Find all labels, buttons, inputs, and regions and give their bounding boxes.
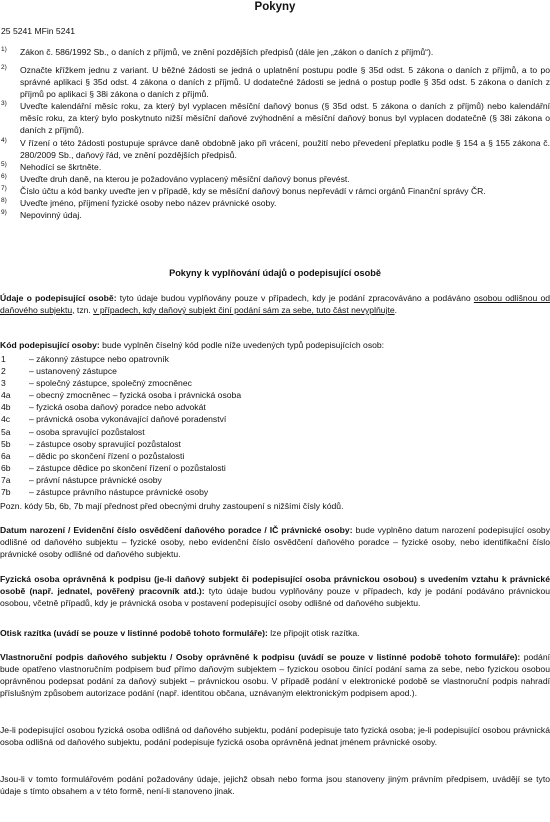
footnote bbox=[0, 209, 550, 221]
signer-label: Údaje o podepisující osobě: bbox=[0, 293, 117, 303]
footnote-text: Uveďte jméno, příjmení fyzické osoby nebo název právnické osoby. bbox=[20, 198, 277, 209]
code-row bbox=[0, 377, 550, 389]
code-value: 4a bbox=[1, 390, 11, 401]
code-row bbox=[0, 413, 550, 425]
code-value: 3 bbox=[1, 378, 6, 389]
code-description: – zákonný zástupce nebo opatrovník bbox=[29, 354, 169, 364]
code-value: 2 bbox=[1, 366, 6, 377]
page-title: Pokyny bbox=[254, 1, 296, 13]
code-description: – zástupce dědice po skončení řízení o pozůstalosti bbox=[29, 462, 226, 473]
form-code: 25 5241 MFin 5241 bbox=[1, 26, 76, 36]
authorized-label: Fyzická osoba oprávněná k podpisu (je-li daňový subjekt či podepisující osoba právnickou osobou) s uvedením vztahu k právnické osobě (např. jednatel, pověřený pracovník atd.): bbox=[0, 574, 550, 597]
birth-label: Datum narození / Evidenční číslo osvědčení daňového poradce / IČ právnické osoby: bbox=[0, 525, 353, 535]
footnote-number: 1) bbox=[1, 46, 7, 53]
code-description: – obecný zmocněnec – fyzická osoba i právnická osoba bbox=[29, 390, 242, 401]
authorized-text: tyto údaje budou vyplňovány pouze v případech, kdy je podání podáváno právnickou osobou, včetně případů, kdy je právnická osoba v postavení podepisující osoby odlišné od daňového subjektu. bbox=[0, 586, 550, 609]
footnote bbox=[0, 46, 550, 58]
code-description: – společný zástupce, společný zmocněnec bbox=[29, 378, 192, 389]
footnote-text: Nepovinný údaj. bbox=[20, 210, 82, 221]
code-value: 7a bbox=[1, 474, 11, 485]
footnote-number: 9) bbox=[1, 209, 7, 217]
handsign-paragraph bbox=[0, 651, 550, 699]
code-value: 1 bbox=[1, 354, 6, 364]
signer-text: , tzn. bbox=[72, 305, 94, 316]
code-description: – zástupce právního nástupce právnické osoby bbox=[29, 487, 209, 498]
footnote bbox=[0, 197, 550, 209]
handsign-label: Vlastnoruční podpis daňového subjektu / Osoby oprávněné k podpisu (uvádí se pouze v listinné podobě tohoto formuláře): bbox=[0, 652, 521, 662]
code-row bbox=[0, 474, 550, 486]
footnote-text: V řízení o této žádosti postupuje správce daně obdobně jako při vrácení, použití nebo převedení přeplatku podle § 154 a § 155 zákona č. 280/2009 Sb., daňový řád, ve znění pozdějších předpisů. bbox=[20, 137, 550, 160]
codes-intro bbox=[0, 339, 550, 351]
signer-underlined-2: v případech, kdy daňový subjekt činí podání sám za sebe, tuto část nevyplňujte bbox=[93, 305, 395, 316]
code-value: 5b bbox=[1, 438, 11, 449]
legal-paragraph: Je-li podepisující osobou fyzická osoba odlišná od daňového subjektu, podání podepisuje tato fyzická osoba; je-li podepisující osobou právnická osoba odlišná od daňového subjektu, podání podepisuje fyzická osoba oprávněná jednat jménem právnické osoby. bbox=[0, 725, 550, 748]
handsign-text: podání bude opatřeno vlastnoručním podpisem buď přímo daňovým subjektem – fyzickou osobou činící podání sama za sebe, nebo fyzickou osobou oprávněnou podepsat podání za daňový subjekt – právnickou osobu. V případě podání v elektronické podobě se vlastnoruční podpis nahradí příslušným způsobem autorizace podání (např. identitou občana, uznávaným elektronickým podpisem apod.). bbox=[0, 652, 550, 699]
code-description: – ustanovený zástupce bbox=[29, 366, 117, 377]
footnote-text: Označte křížkem jednu z variant. U běžné žádosti se jedná o uplatnění postupu podle § 35d odst. 5 zákona o daních z příjmů, a to po správné aplikaci § 35d odst. 4 zákona o daních z příjmů. U dodatečné žádosti se jedná o postup podle § 35d odst. 5 zákona o daních z příjmů po aplikaci § 38i zákona o daních z příjmů. bbox=[20, 65, 550, 100]
code-row bbox=[0, 438, 550, 450]
footnote bbox=[0, 161, 550, 173]
signer-paragraph bbox=[0, 292, 550, 316]
stamp-text: lze připojit otisk razítka. bbox=[267, 628, 360, 638]
code-value: 4b bbox=[1, 402, 11, 413]
code-value: 5a bbox=[1, 426, 11, 437]
stamp-label: Otisk razítka (uvádí se pouze v listinné podobě tohoto formuláře): bbox=[0, 628, 268, 638]
final-paragraph: Jsou-li v tomto formulářovém podání požadovány údaje, jejichž obsah nebo forma jsou stanoveny jiným právním předpisem, uvádějí se tyto údaje s tímto obsahem a v této formě, není-li stanoveno jinak. bbox=[0, 774, 550, 797]
footnote-text: Zákon č. 586/1992 Sb., o daních z příjmů, ve znění pozdějších předpisů (dále jen „zákon o daních z příjmů“). bbox=[20, 47, 434, 57]
code-row bbox=[0, 389, 550, 401]
footnote-number: 5) bbox=[1, 160, 7, 168]
footnote bbox=[0, 64, 550, 100]
footnotes-list bbox=[0, 46, 550, 221]
code-value: 4c bbox=[1, 414, 11, 425]
code-row bbox=[0, 462, 550, 474]
codes-intro-text: bude vyplněn číselný kód podle níže uvedených typů podepisujících osob: bbox=[99, 340, 385, 350]
code-value: 6b bbox=[1, 462, 11, 473]
code-row bbox=[0, 450, 550, 462]
footnote-text: Číslo účtu a kód banky uveďte jen v případě, kdy se měsíční daňový bonus nepřevádí v rámci orgánů Finanční správy ČR. bbox=[20, 185, 486, 196]
code-row bbox=[0, 426, 550, 438]
birth-text: bude vyplněno datum narození podepisující osoby odlišné od daňového subjektu – fyzické osoby, nebo evidenční číslo osvědčení daňového poradce – fyzické osoby, nebo identifikační číslo právnické osoby odlišné od daňového subjektu. bbox=[0, 525, 550, 560]
code-row bbox=[0, 401, 550, 413]
footnote-number: 3) bbox=[1, 100, 7, 108]
footnote bbox=[0, 185, 550, 197]
code-value: 7b bbox=[1, 487, 11, 498]
footnote-number: 7) bbox=[1, 184, 7, 192]
code-row bbox=[0, 486, 550, 498]
footnote-text: Nehodící se škrtněte. bbox=[20, 161, 102, 172]
code-value: 6a bbox=[1, 450, 11, 461]
code-row bbox=[0, 353, 550, 365]
footnote-number: 8) bbox=[1, 197, 7, 205]
code-description: – fyzická osoba daňový poradce nebo advokát bbox=[29, 402, 206, 413]
footnote-number: 4) bbox=[1, 136, 7, 144]
birth-paragraph bbox=[0, 524, 550, 560]
code-row bbox=[0, 365, 550, 377]
codes-label: Kód podepisující osoby: bbox=[0, 340, 100, 350]
code-description: – právnická osoba vykonávající daňové poradenství bbox=[29, 414, 227, 425]
signer-codes-list bbox=[0, 353, 550, 498]
footnote-text: Uveďte kalendářní měsíc roku, za který byl vyplacen měsíční daňový bonus (§ 35d odst. 5 zákona o daních z příjmů) nebo kalendářní měsíc roku, za který bylo poskytnuto nižší měsíční daňové zvýhodnění a měsíční daňový bonus byl vyplacen dodatečně (§ 38i zákona o daních z příjmů). bbox=[20, 101, 550, 136]
footnote bbox=[0, 100, 550, 136]
section-title: Pokyny k vyplňování údajů o podepisující osobě bbox=[169, 268, 381, 278]
codes-note: Pozn. kódy 5b, 6b, 7b mají přednost před obecnými druhy zastoupení s nižšími čísly kódů. bbox=[0, 501, 344, 511]
footnote-number: 2) bbox=[1, 64, 7, 71]
code-description: – zástupce osoby spravující pozůstalost bbox=[29, 438, 181, 449]
signer-underlined-1: osobou odlišnou od daňového subjektu bbox=[0, 293, 550, 316]
footnote-number: 6) bbox=[1, 172, 7, 180]
footnote bbox=[0, 173, 550, 185]
signer-text: . bbox=[394, 305, 397, 316]
code-description: – dědic po skončení řízení o pozůstalosti bbox=[29, 450, 185, 461]
footnote-text: Uveďte druh daně, na kterou je požadováno vyplacený měsíční daňový bonus převést. bbox=[20, 173, 350, 184]
stamp-paragraph bbox=[0, 627, 550, 639]
footnote bbox=[0, 137, 550, 161]
code-description: – právní nástupce právnické osoby bbox=[29, 474, 162, 485]
authorized-paragraph bbox=[0, 573, 550, 609]
code-description: – osoba spravující pozůstalost bbox=[29, 426, 145, 437]
signer-text: tyto údaje budou vyplňovány pouze v případech, kdy je podání zpracováváno a podáváno bbox=[116, 293, 474, 303]
